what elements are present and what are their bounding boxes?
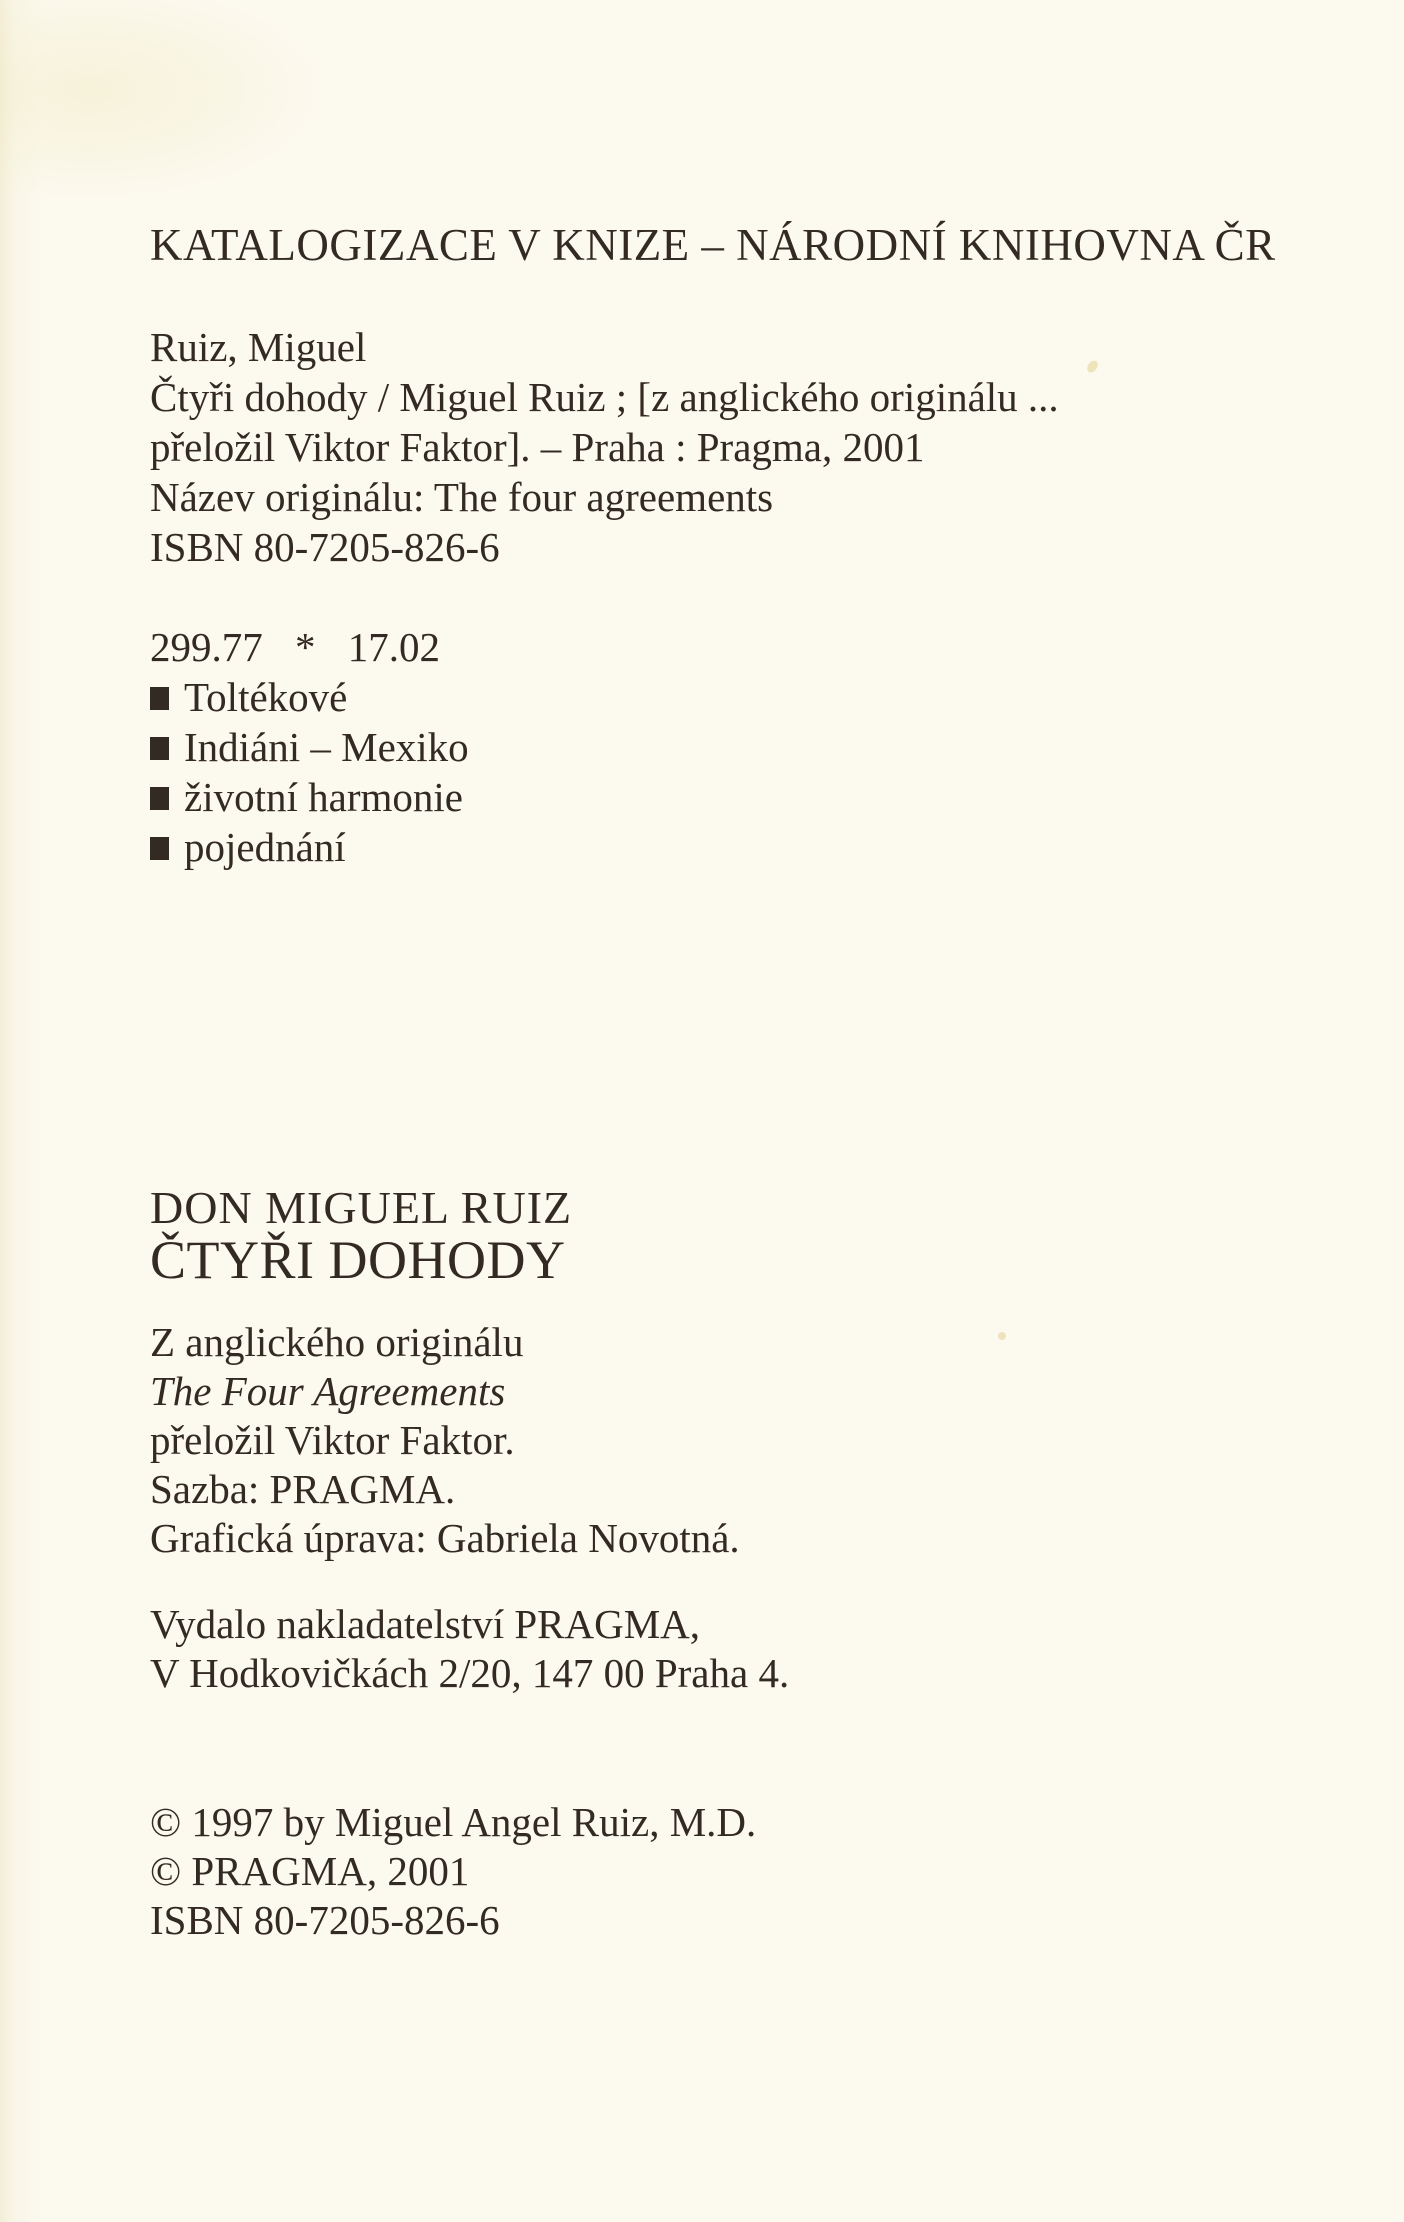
record-original-title-line: Název originálu: The four agreements	[150, 474, 774, 520]
subject-label: Indiáni – Mexiko	[184, 724, 469, 770]
subject-label: pojednání	[184, 824, 346, 870]
square-bullet-icon	[150, 687, 169, 710]
record-title-line: Čtyři dohody / Miguel Ruiz ; [z anglického originálu ...	[150, 374, 1059, 420]
graphic-design-credit: Grafická úprava: Gabriela Novotná.	[150, 1515, 740, 1561]
subject-item	[150, 672, 469, 722]
publisher-info	[150, 1600, 789, 1698]
catalog-record	[150, 322, 1059, 572]
copyright-block	[150, 1798, 756, 1945]
classification-codes: 299.77 * 17.02	[150, 624, 440, 670]
scan-speckle	[1085, 359, 1100, 375]
translator-credit: přeložil Viktor Faktor.	[150, 1417, 515, 1463]
square-bullet-icon	[150, 837, 169, 860]
subject-item	[150, 822, 469, 872]
subject-list	[150, 672, 469, 872]
record-author-line: Ruiz, Miguel	[150, 324, 367, 370]
origin-label: Z anglického originálu	[150, 1319, 524, 1365]
copyright-publisher-line: © PRAGMA, 2001	[150, 1848, 470, 1894]
typesetting-credit: Sazba: PRAGMA.	[150, 1466, 456, 1512]
square-bullet-icon	[150, 787, 169, 810]
subject-label: životní harmonie	[184, 774, 463, 820]
record-isbn-line: ISBN 80-7205-826-6	[150, 524, 500, 570]
record-imprint-line: přeložil Viktor Faktor]. – Praha : Pragma, 2001	[150, 424, 925, 470]
square-bullet-icon	[150, 737, 169, 760]
scan-speckle	[998, 1332, 1006, 1340]
author-name: DON MIGUEL RUIZ	[150, 1182, 573, 1233]
published-by-line: Vydalo nakladatelství PRAGMA,	[150, 1601, 701, 1647]
catalog-heading: KATALOGIZACE V KNIZE – NÁRODNÍ KNIHOVNA ČR	[150, 220, 1276, 270]
translation-credits	[150, 1318, 740, 1563]
book-title: ČTYŘI DOHODY	[150, 1230, 566, 1290]
copyright-author-line: © 1997 by Miguel Angel Ruiz, M.D.	[150, 1799, 757, 1845]
original-title: The Four Agreements	[150, 1368, 506, 1414]
publisher-address-line: V Hodkovičkách 2/20, 147 00 Praha 4.	[150, 1650, 790, 1696]
subject-label: Toltékové	[184, 674, 348, 720]
subject-item	[150, 722, 469, 772]
subject-item	[150, 772, 469, 822]
isbn-line: ISBN 80-7205-826-6	[150, 1897, 500, 1943]
